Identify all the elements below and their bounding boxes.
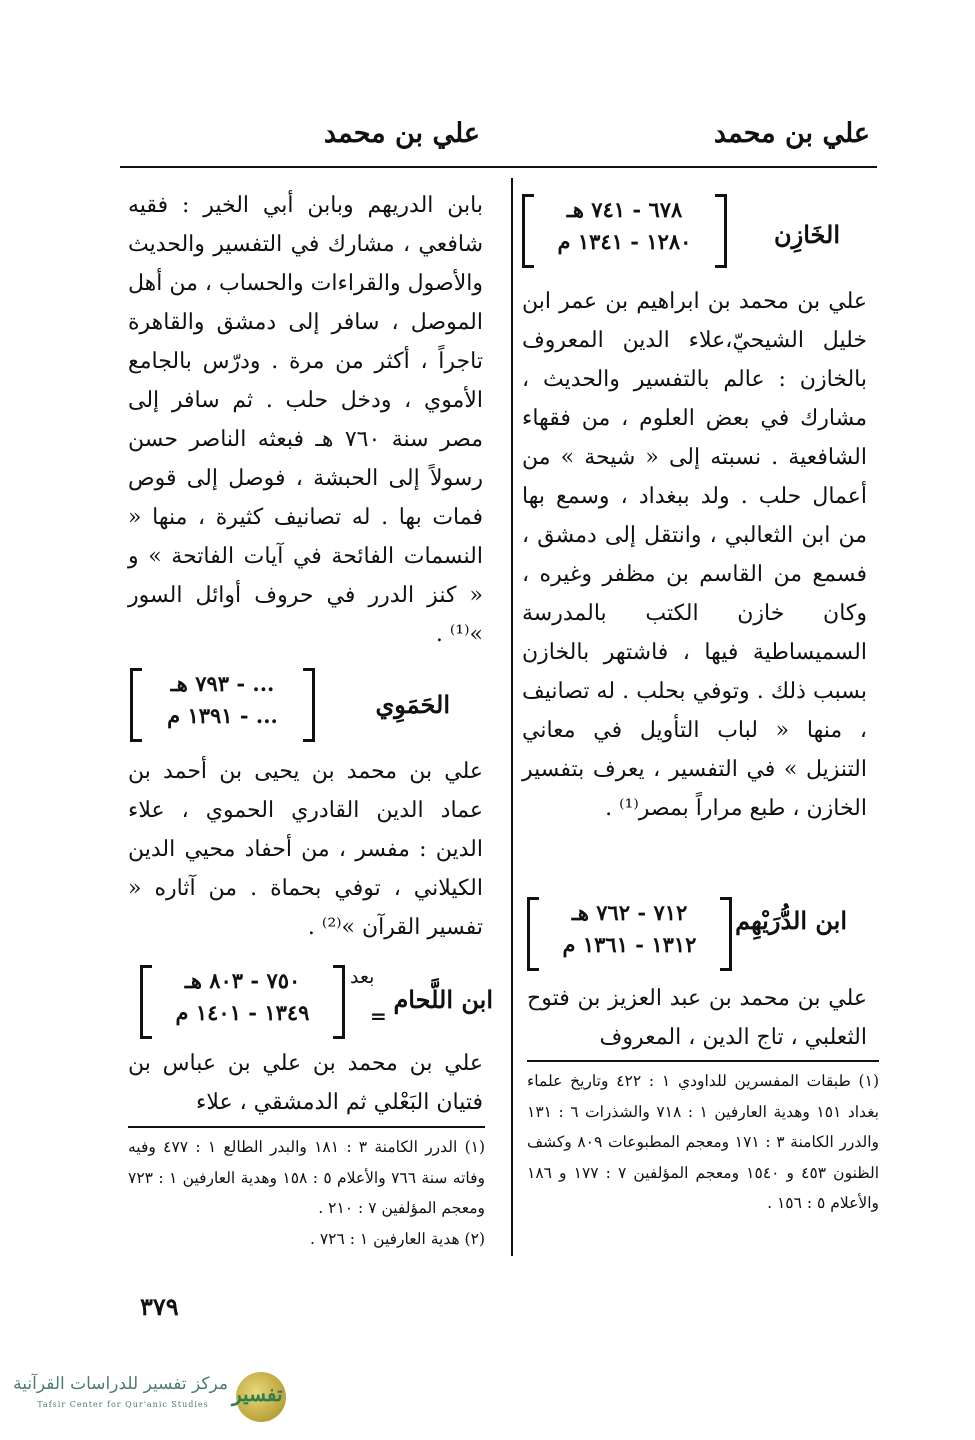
dates-hijri: ٧٥٠ - ٨٠٣ هـ — [184, 968, 301, 993]
footnote-text: (١) طبقات المفسرين للداودي ١ : ٤٢٢ وتاريخ علماء بغداد ١٥١ وهدية العارفين ١ : ٧١٨ والشذرات ٦ : ١٣١ والدرر الكامنة ٣ : ١٧١ ومعجم المطبوعات ٨٠٩ وكشف الظنون ٤٥٣ و ١٥٤٠ ومعجم المؤلفين ٧ : ١٧٧ و ١٨٦ والأعلام ٥ : ١٥٦ . — [527, 1072, 879, 1212]
dates-bracket-ibn-lahham — [140, 965, 345, 1039]
footnote-rule — [128, 1126, 485, 1128]
dates-gregorian: ١٣١٢ - ١٣٦١ م — [562, 932, 697, 957]
entry-text-khazin: علي بن محمد بن ابراهيم بن عمر ابن خليل الشيحيّ،علاء الدين المعروف بالخازن : عالم بالتفسير والحديث ، مشارك في بعض العلوم ، من فقهاء الشافعية . نسبته إلى « شيحة » من أعمال حلب . ولد ببغداد ، وسمع بها من ابن الثعالبي ، وانتقل إلى دمشق ، فسمع من القاسم بن مظفر وغيره ، وكان خازن الكتب بالمدرسة السميساطية فيها ، فاشتهر بالخازن بسبب ذلك . وتوفي بحلب . له تصانيف ، منها « لباب التأويل في معاني التنزيل » في التفسير ، يعرف بتفسير الخازن ، طبع مراراً بمصر⁽¹⁾ . — [522, 289, 867, 821]
dates-gregorian: ... - ١٣٩١ م — [167, 703, 278, 728]
entry-name-hamawi: الحَمَوِي — [375, 690, 450, 719]
running-header-left: علي بن محمد — [323, 118, 480, 149]
running-header-right: علي بن محمد — [713, 118, 870, 149]
date-equivalence-sign: = — [370, 1004, 387, 1028]
dates-hijri: ٦٧٨ - ٧٤١ هـ — [566, 197, 683, 222]
entry-text-ibn-durayhim-continued: بابن الدريهم وبابن أبي الخير : فقيه شافعي ، مشارك في التفسير والحديث والأصول والقراءات والحساب ، من أهل الموصل ، سافر إلى دمشق والقاهرة تاجراً ، أكثر من مرة . ودرّس بالجامع الأموي ، ودخل حلب . ثم سافر إلى مصر سنة ٧٦٠ هـ فبعثه الناصر حسن رسولاً إلى الحبشة ، فوصل إلى قوص فمات بها . له تصانيف كثيرة ، منها « النسمات الفائحة في آيات الفاتحة » و « كنز الدرر في حروف أوائل السور »⁽¹⁾ . — [128, 193, 484, 647]
dates-gregorian: ١٢٨٠ - ١٣٤١ م — [557, 229, 692, 254]
entry-name-khazin: الخَازِن — [774, 220, 840, 249]
dates-bracket-khazin — [522, 194, 727, 268]
logo-word: تفسير — [232, 1382, 283, 1406]
dates-gregorian: ١٣٤٩ - ١٤٠١ م — [175, 1000, 310, 1025]
entry-name-ibn-durayhim: ابن الدُّرَيْهِم — [735, 906, 847, 935]
entry-text-hamawi: علي بن محمد بن يحيى بن أحمد بن عماد الدين القادري الحموي ، علاء الدين : مفسر ، من أحفاد محيي الدين الكيلاني ، توفي بحماة . من آثاره « تفسير القرآن »⁽²⁾ . — [128, 759, 483, 940]
logo-name: مركز تفسير للدراسات القرآنية — [13, 1374, 228, 1394]
column-divider — [511, 178, 513, 1256]
header-rule — [120, 166, 877, 168]
page-number: ٣٧٩ — [140, 1292, 179, 1321]
footnote-rule — [527, 1060, 879, 1062]
dates-hijri: ٧١٢ - ٧٦٢ هـ — [571, 900, 688, 925]
footnote-1: (١) الدرر الكامنة ٣ : ١٨١ والبدر الطالع ١ : ٤٧٧ وفيه وفاته سنة ٧٦٦ والأعلام ٥ : ١٥٨ وهدية العارفين ١ : ٧٢٣ ومعجم المؤلفين ٧ : ٢١٠ . — [128, 1138, 486, 1217]
tafsir-center-logo — [13, 1372, 288, 1432]
dates-hijri: ... - ٧٩٣ هـ — [170, 671, 275, 696]
dates-bracket-hamawi — [130, 668, 315, 742]
entry-name-ibn-lahham: ابن اللَّحام — [393, 985, 493, 1014]
entry-text-ibn-durayhim: علي بن محمد بن عبد العزيز بن فتوح الثعلبي ، تاج الدين ، المعروف — [527, 986, 867, 1050]
logo-subtitle: Tafsir Center for Qur'anic Studies — [37, 1400, 209, 1409]
date-prefix: بعد — [350, 966, 375, 988]
footnote-2: (٢) هدية العارفين ١ : ٧٢٦ . — [309, 1230, 485, 1248]
entry-text-ibn-lahham: علي بن محمد بن علي بن عباس بن فتيان البَعْلي ثم الدمشقي ، علاء — [128, 1051, 483, 1115]
dates-bracket-ibn-durayhim — [527, 897, 732, 971]
